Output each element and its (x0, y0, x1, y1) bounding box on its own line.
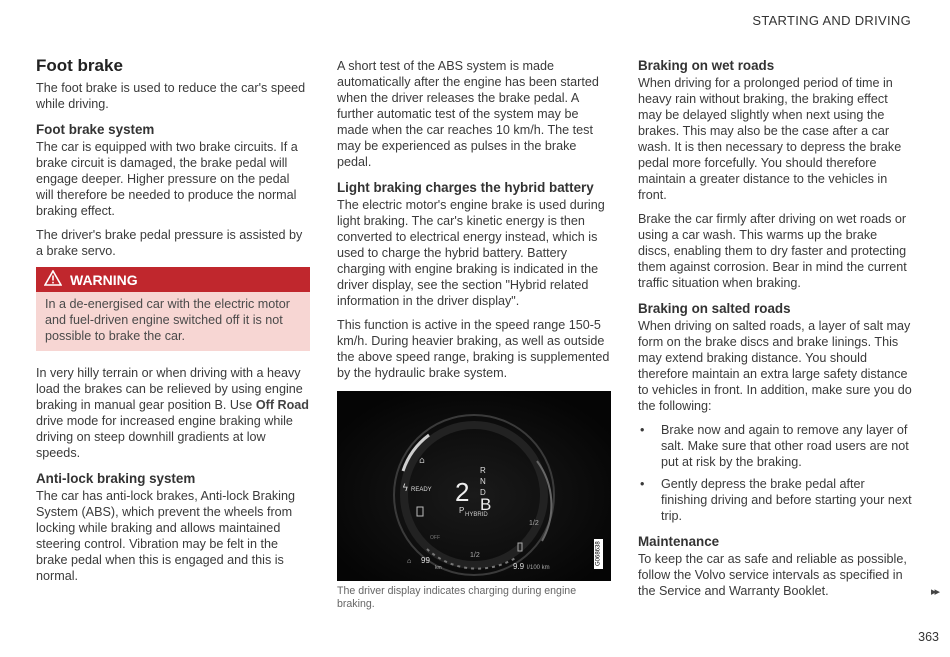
svg-text:N: N (480, 477, 486, 486)
svg-text:B: B (480, 495, 492, 514)
wet-roads-heading: Braking on wet roads (638, 58, 775, 73)
section-header: STARTING AND DRIVING (752, 13, 911, 28)
warning-title: WARNING (70, 271, 138, 288)
foot-brake-system-heading: Foot brake system (36, 122, 155, 137)
salted-roads-list (638, 422, 912, 524)
warning-box (36, 267, 310, 351)
abs-paragraph: The car has anti-lock brakes, Anti-lock Braking System (ABS), which prevent the wheels from locking while braking and allows maintained steering control. Vibration may be felt in the brake pedal when this is engaged and this is normal. (36, 489, 295, 583)
double-arrow-icon: ▸▸ (930, 586, 938, 598)
warning-text: In a de-energised car with the electric motor and fuel-driven engine switched off it is not possible to brake the car. (36, 292, 310, 351)
svg-text:OFF: OFF (430, 535, 440, 541)
warning-header (36, 267, 310, 292)
svg-text:l/100 km: l/100 km (527, 565, 550, 571)
hilly-text-2: drive mode for increased engine braking while driving on steep downhill gradients at low speeds. (36, 414, 293, 460)
warning-triangle-icon (44, 270, 62, 289)
svg-text:⌂: ⌂ (407, 558, 412, 565)
intro-paragraph: The foot brake is used to reduce the car's speed while driving. (36, 81, 306, 111)
driver-display-image (337, 391, 611, 581)
svg-text:km: km (435, 565, 442, 571)
page-title: Foot brake (36, 56, 123, 75)
salted-roads-paragraph: When driving on salted roads, a layer of salt may form on the brake discs and brake linings. This may extend braking distance. You should therefore maintain an extra large safety distance to vehicles in front. In addition, make sure you do the following: (638, 319, 912, 413)
list-item: • Brake now and again to remove any layer of salt. Make sure that other road users are not put at risk by the braking. (638, 422, 912, 470)
svg-text:HYBRID: HYBRID (465, 512, 488, 518)
column-right (638, 58, 912, 607)
maintenance-heading: Maintenance (638, 534, 720, 549)
abs-heading: Anti-lock braking system (36, 471, 196, 486)
column-middle (337, 58, 611, 611)
svg-text:ϟ: ϟ (402, 483, 409, 494)
driver-display-illustration (337, 391, 611, 581)
salted-roads-heading: Braking on salted roads (638, 301, 791, 316)
abs-test-paragraph: A short test of the ABS system is made automatically after the engine has been started when the driver releases the brake pedal. A further automatic test of the system may be made when the car reaches 10 km/h. The test may be experienced as pulses in the brake pedal. (337, 59, 599, 169)
svg-text:⌂: ⌂ (419, 456, 425, 466)
svg-text:2: 2 (455, 477, 470, 507)
svg-text:R: R (480, 466, 486, 475)
maintenance-paragraph: To keep the car as safe and reliable as possible, follow the Volvo service intervals as specified in the Service and Warranty Booklet. (638, 552, 907, 598)
image-id-label: G068638 (594, 539, 603, 569)
list-item: • Gently depress the brake pedal after finishing driving and before starting your next trip. (638, 476, 912, 524)
svg-text:1/2: 1/2 (529, 520, 539, 527)
svg-text:D: D (480, 488, 486, 497)
page-number: 363 (918, 630, 939, 644)
hilly-text-1: In very hilly terrain or when driving with a heavy load the brakes can be relieved by using engine braking in manual gear position B. Use (36, 366, 303, 412)
hybrid-paragraph-2: This function is active in the speed range 150-5 km/h. During heavier braking, as well as outside the above speed range, braking is supplemented by the hydraulic brake system. (337, 318, 610, 380)
wet-roads-paragraph-2: Brake the car firmly after driving on wet roads or using a car wash. This warms up the brake discs, enabling them to dry faster and protecting them against corrosion. Bear in mind the current traffic situation when braking. (638, 212, 907, 290)
figure-caption: The driver display indicates charging during engine braking. (337, 585, 577, 610)
wet-roads-paragraph-1: When driving for a prolonged period of time in heavy rain without braking, the braking effect may be delayed slightly when next using the brakes. This may also be the case after a car wash. It is then necessary to depress the brake pedal more forcefully. You should therefore maintain a greater distance to the vehicles in front. (638, 76, 902, 202)
svg-text:99: 99 (421, 556, 430, 565)
foot-brake-system-paragraph: The car is equipped with two brake circuits. If a brake circuit is damaged, the brake pedal will engage deeper. Higher pressure on the pedal will therefore be needed to produce the normal braking effect. (36, 140, 298, 218)
svg-text:P: P (459, 506, 465, 515)
hybrid-paragraph-1: The electric motor's engine brake is used during light braking. The car's kinetic energy is then converted to electrical energy instead, which is used to charge the hybrid battery. Battery charging with engine braking is indicated in the driver display, see the section "Hybrid related information in the driver display". (337, 198, 605, 308)
hybrid-heading: Light braking charges the hybrid battery (337, 180, 594, 195)
off-road-mode-term: Off Road (255, 398, 309, 412)
column-left (36, 58, 310, 592)
svg-text:1/2: 1/2 (470, 552, 480, 559)
brake-servo-paragraph: The driver's brake pedal pressure is assisted by a brake servo. (36, 228, 303, 258)
svg-text:9.9: 9.9 (513, 562, 525, 571)
hilly-terrain-paragraph (36, 365, 310, 461)
svg-text:READY: READY (411, 487, 432, 493)
